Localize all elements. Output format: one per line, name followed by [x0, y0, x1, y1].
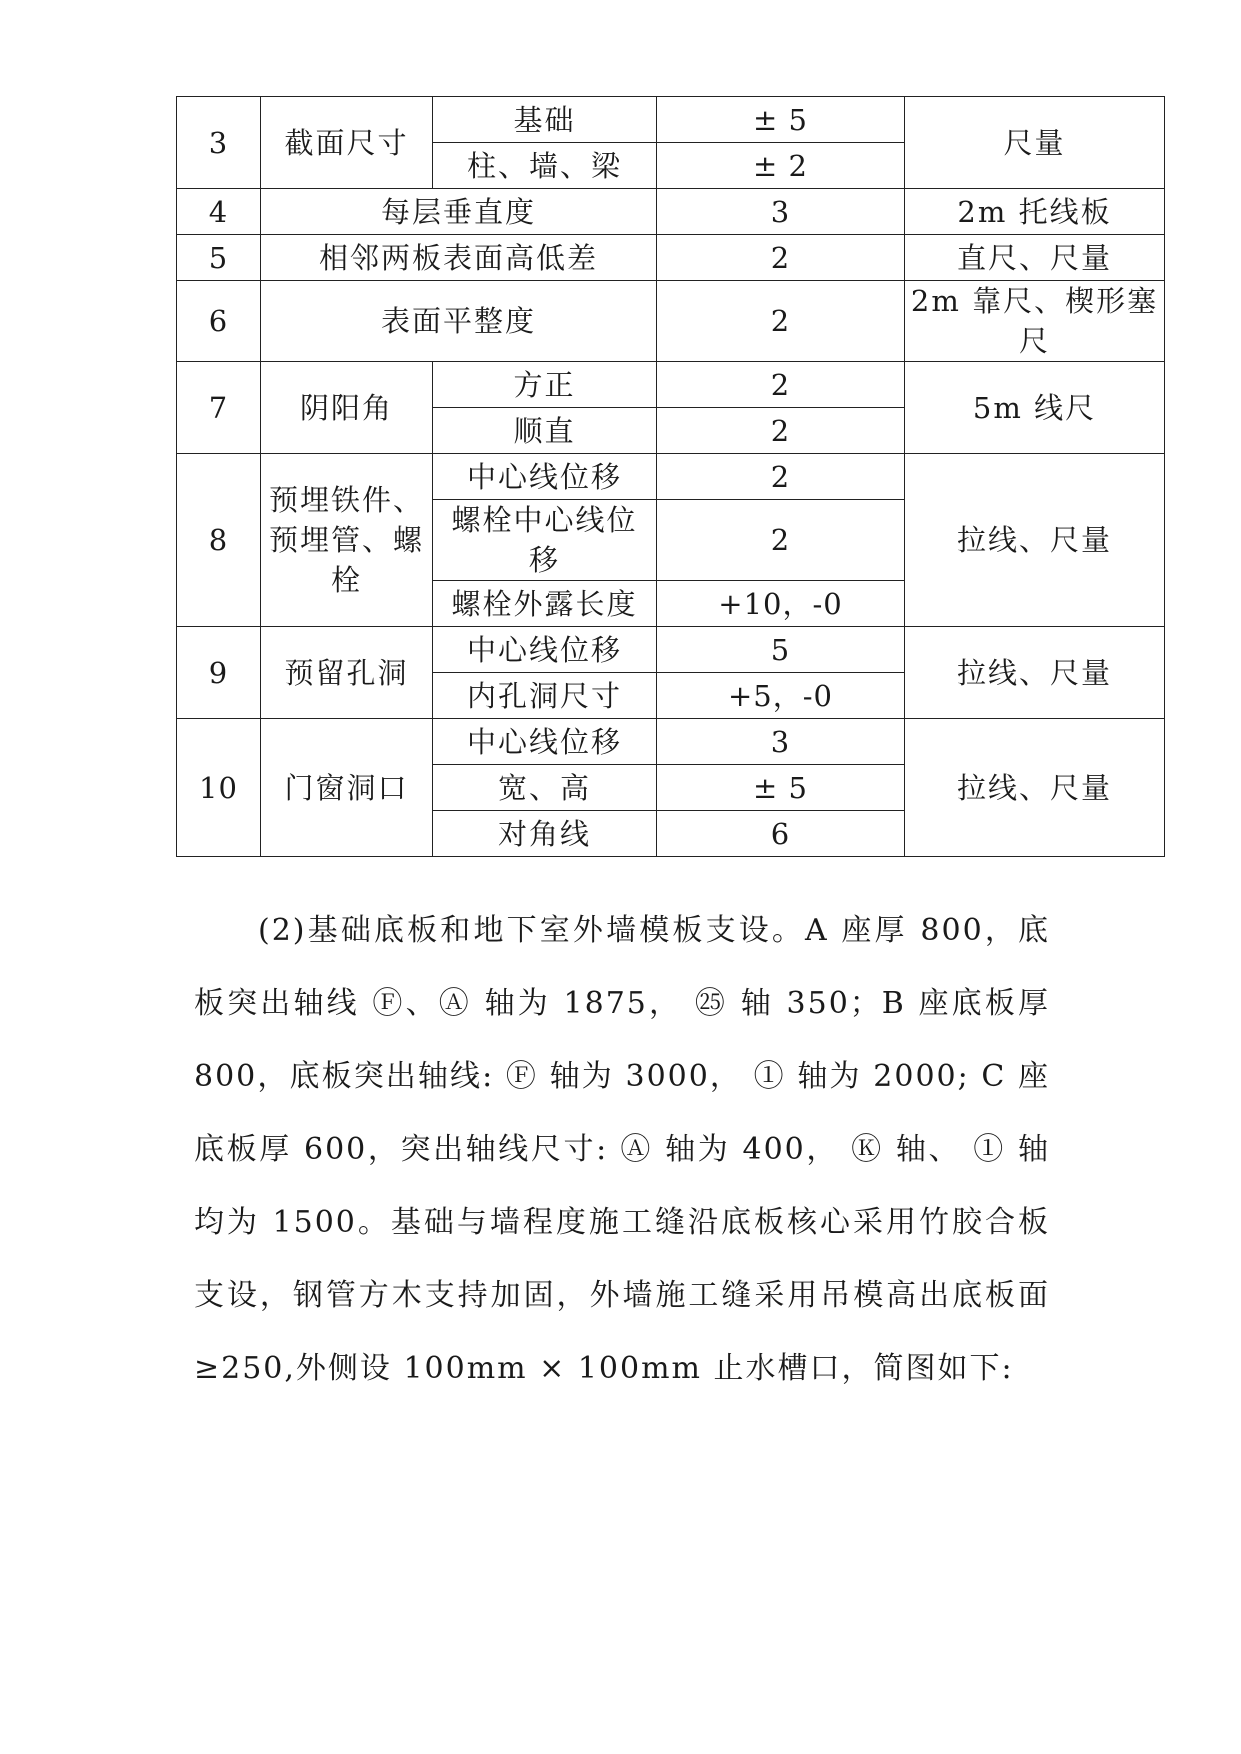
check-method: 2m 靠尺、楔形塞尺: [905, 281, 1165, 362]
tolerance-value: 2: [657, 500, 905, 581]
tolerance-value: 2: [657, 281, 905, 362]
tolerance-value: ± 2: [657, 143, 905, 189]
sub-item: 螺栓外露长度: [433, 581, 657, 627]
tolerance-value: 2: [657, 454, 905, 500]
check-method: 5m 线尺: [905, 362, 1165, 454]
row-number: 9: [177, 627, 261, 719]
sub-item: 宽、高: [433, 765, 657, 811]
tolerance-value: 2: [657, 362, 905, 408]
tolerance-value: ± 5: [657, 765, 905, 811]
tolerance-value: 3: [657, 189, 905, 235]
tolerance-value: 5: [657, 627, 905, 673]
sub-item: 中心线位移: [433, 454, 657, 500]
item-name: 预埋铁件、预埋管、螺栓: [261, 454, 433, 627]
table-row: [177, 189, 1165, 235]
item-name: 截面尺寸: [261, 97, 433, 189]
sub-item: 中心线位移: [433, 719, 657, 765]
check-method: 拉线、尺量: [905, 627, 1165, 719]
row-number: 3: [177, 97, 261, 189]
tolerance-table: [176, 96, 1165, 857]
table-row: [177, 281, 1165, 362]
sub-item: 顺直: [433, 408, 657, 454]
row-number: 10: [177, 719, 261, 857]
table-row: [177, 362, 1165, 408]
check-method: 尺量: [905, 97, 1165, 189]
table-row: [177, 719, 1165, 765]
row-number: 6: [177, 281, 261, 362]
tolerance-value: +5，-0: [657, 673, 905, 719]
sub-item: 内孔洞尺寸: [433, 673, 657, 719]
row-number: 7: [177, 362, 261, 454]
item-name: 门窗洞口: [261, 719, 433, 857]
row-number: 4: [177, 189, 261, 235]
body-text: [194, 894, 1050, 1405]
sub-item: 对角线: [433, 811, 657, 857]
check-method: 拉线、尺量: [905, 454, 1165, 627]
item-name: 阴阳角: [261, 362, 433, 454]
table-row: [177, 627, 1165, 673]
tolerance-value: 6: [657, 811, 905, 857]
table-row: [177, 235, 1165, 281]
row-number: 5: [177, 235, 261, 281]
check-method: 2m 托线板: [905, 189, 1165, 235]
item-name: 相邻两板表面高低差: [261, 235, 657, 281]
item-name: 表面平整度: [261, 281, 657, 362]
row-number: 8: [177, 454, 261, 627]
sub-item: 中心线位移: [433, 627, 657, 673]
paragraph-formwork: (2)基础底板和地下室外墙模板支设。A 座厚 800，底板突出轴线 Ⓕ、Ⓐ 轴为 1875， ㉕ 轴 350；B 座底板厚 800，底板突出轴线: Ⓕ 轴为 3000， ① 轴为 2000; C 座底板厚 600，突出轴线尺寸: Ⓐ 轴为 400， Ⓚ 轴、 ① 轴均为 1500。基础与墙程度施工缝沿底板核心采用竹胶合板支设，钢管方木支持加固，外墙施工缝采用吊模高出底板面≥250,外侧设 100mm × 100mm 止水槽口，简图如下:: [194, 913, 1050, 1386]
item-name: 每层垂直度: [261, 189, 657, 235]
sub-item: 柱、墙、梁: [433, 143, 657, 189]
tolerance-value: ± 5: [657, 97, 905, 143]
sub-item: 螺栓中心线位移: [433, 500, 657, 581]
tolerance-value: 2: [657, 235, 905, 281]
check-method: 直尺、尺量: [905, 235, 1165, 281]
sub-item: 基础: [433, 97, 657, 143]
tolerance-value: 3: [657, 719, 905, 765]
tolerance-value: 2: [657, 408, 905, 454]
table-row: [177, 97, 1165, 143]
tolerance-value: +10，-0: [657, 581, 905, 627]
sub-item: 方正: [433, 362, 657, 408]
item-name: 预留孔洞: [261, 627, 433, 719]
check-method: 拉线、尺量: [905, 719, 1165, 857]
table-row: [177, 454, 1165, 500]
